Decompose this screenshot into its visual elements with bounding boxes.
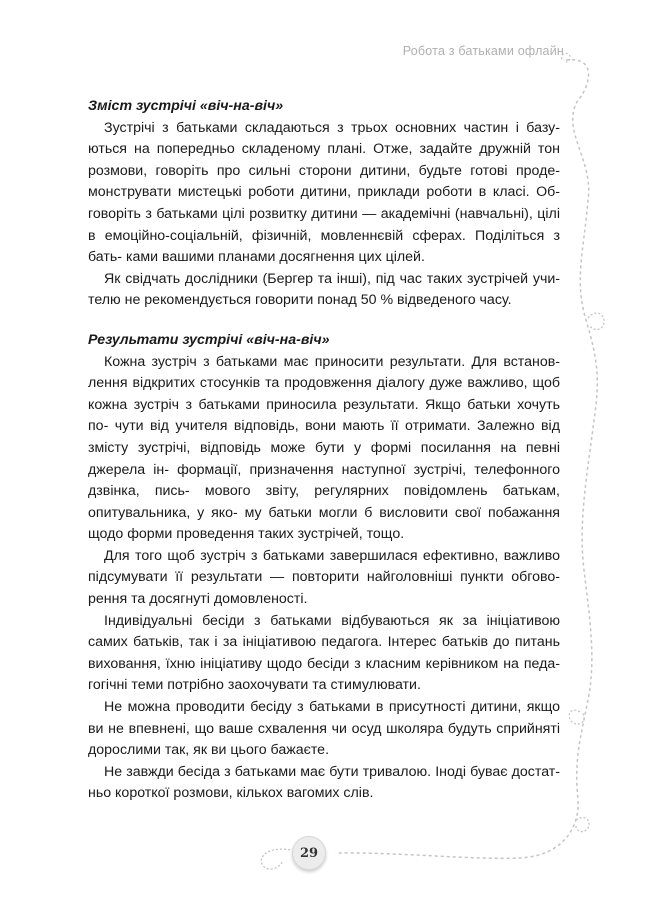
section-heading-content: Зміст зустрічі «віч-на-віч» xyxy=(88,98,284,114)
paragraph: Не можна проводити бесіду з батьками в присутності дитини, якщо ви не впевнені, що ваше схвалення чи осуд школяра будуть сприйняті дорослими так, як ви цього бажаєте. xyxy=(88,699,560,759)
page-body xyxy=(88,96,560,805)
paragraph: Індивідуальні бесіди з батьками відбуваються як за ініціативою самих батьків, так і за ініціативою педагога. Інтерес батьків до питань виховання, їхню ініціативу щодо бесіди з класним керівником на педа- гогічні теми потрібно заохочувати та стимулювати. xyxy=(88,612,560,694)
page-number: 29 xyxy=(292,836,326,870)
paragraph: Кожна зустріч з батьками має приносити результати. Для встанов- лення відкритих стосунків та продовження діалогу дуже важливо, щоб кожна зустріч з батьками приносила результати. Якщо батьки хочуть по- чути від учителя відповідь, вони мають її отримати. Залежно від змісту зустрічі, відповідь може бути у формі посилання на певні джерела ін- формації, призначення наступної зустрічі, телефонного дзвінка, пись- мового звіту, регулярних повідомлень батькам, опитувальника, у яко- му батьки могли б висловити свої побажання щодо форми проведення таких зустрічей, тощо. xyxy=(88,353,560,543)
paragraph: Як свідчать дослідники (Бергер та інші), під час таких зустрічей учи- телю не рекомендується говорити понад 50 % відведеного часу. xyxy=(88,270,560,309)
running-title: Робота з батьками офлайн xyxy=(402,44,564,58)
paragraph: Для того щоб зустріч з батьками завершилася ефективно, важливо підсумувати її результати — повторити найголовніші пункти обгово- рення та досягнуті домовленості. xyxy=(88,547,560,608)
section-heading-results: Результати зустрічі «віч-на-віч» xyxy=(88,331,330,348)
paragraph: Зустрічі з батьками складаються з трьох основних частин і базу- ються на попередньо складеному плані. Отже, задайте дружній тон розмови, говоріть про сильні сторони дитини, будьте готові проде- монструвати мистецькі роботи дитини, приклади роботи в класі. Об- говоріть з батьками цілі розвитку дитини — академічні (навчальні), цілі в емоційно-соціальній, фізичній, мовленнєвій сферах. Поділіться з бать- ками вашими планами досягнення цих цілей. xyxy=(88,119,560,266)
paragraph: Не завжди бесіда з батьками має бути тривалою. Іноді буває достат- ньо короткої розмови, кількох вагомих слів. xyxy=(88,763,560,802)
